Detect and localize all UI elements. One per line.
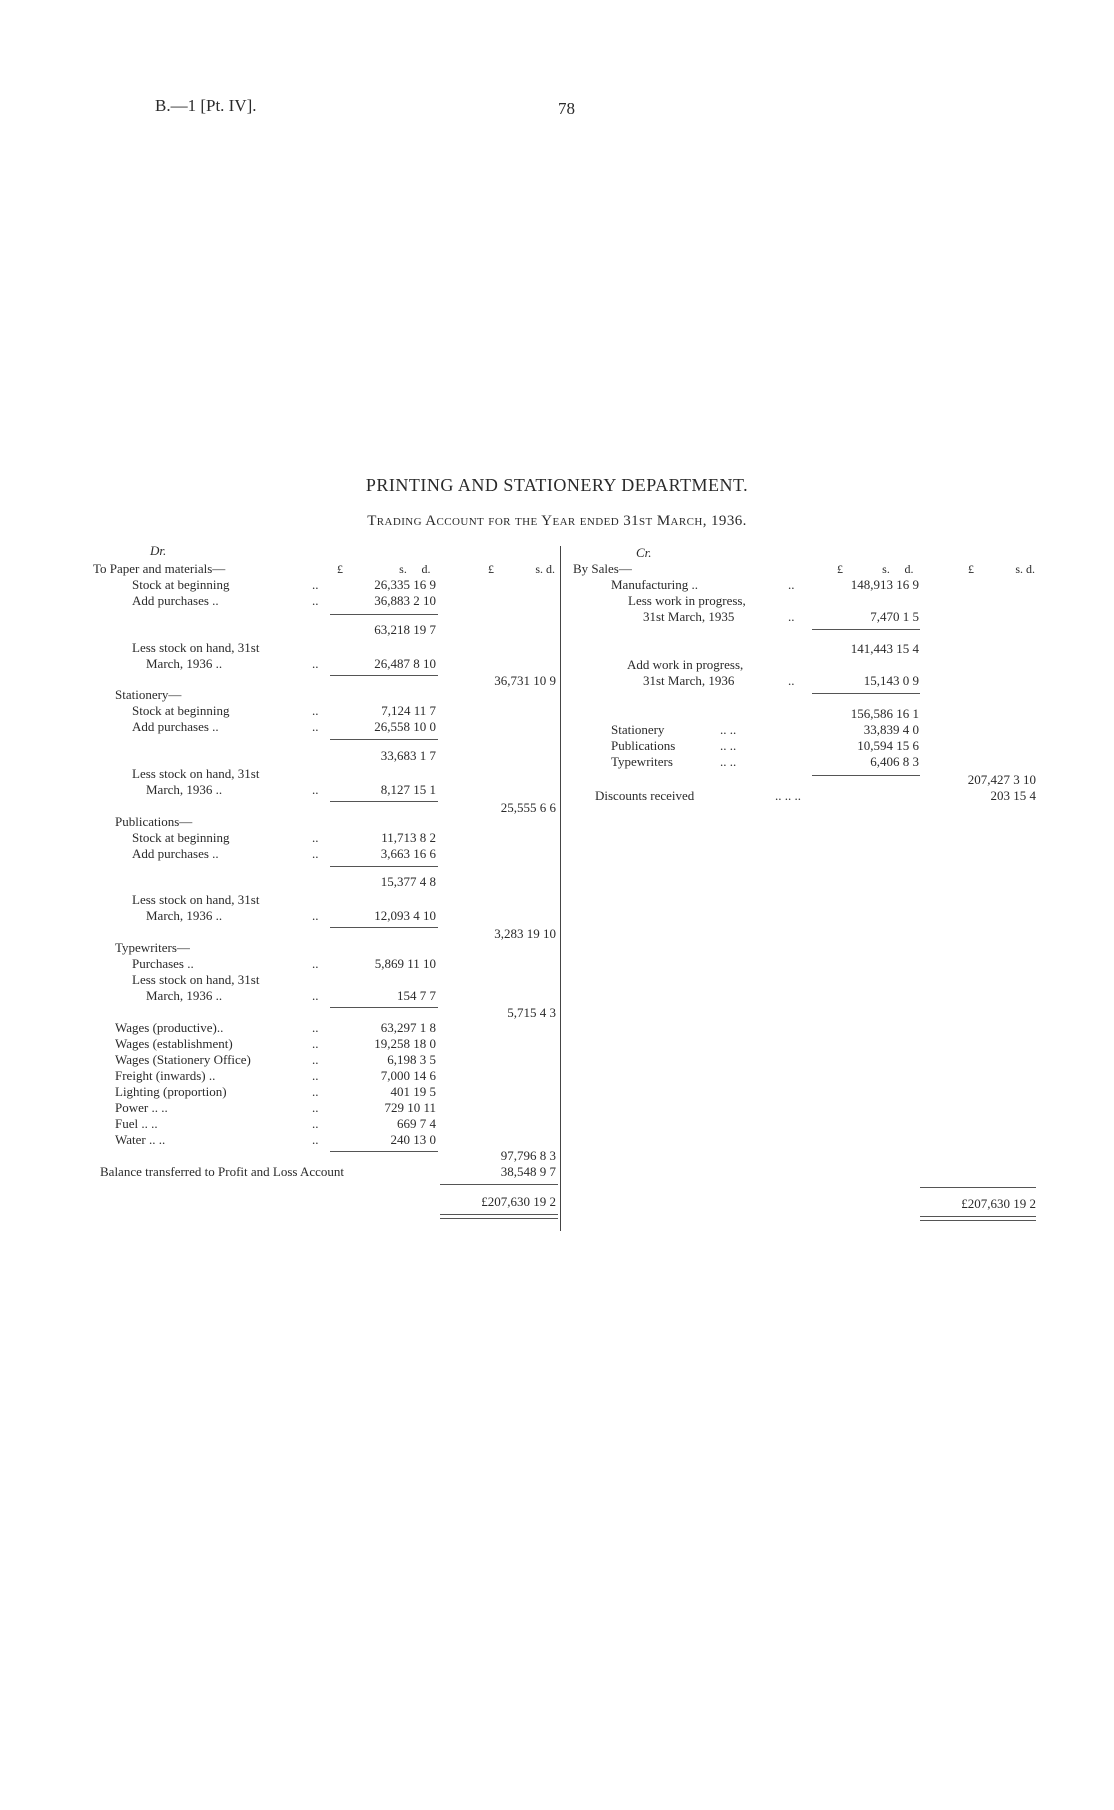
- dr-stationery-add-dots: ..: [312, 719, 319, 734]
- dr-typewriters-less-dots: ..: [312, 988, 319, 1003]
- cr-sales-total: 207,427 3 10: [967, 772, 1036, 787]
- cr-less-wip-dots: ..: [788, 609, 795, 624]
- dr-paper-add-dots: ..: [312, 593, 319, 608]
- expense-dots: ..: [312, 1100, 319, 1115]
- expense-amount: 63,297 1 8: [380, 1020, 436, 1035]
- cr-heading: Cr.: [636, 545, 652, 560]
- dr-publications-add-dots: ..: [312, 846, 319, 861]
- dr-paper-rule2: [330, 675, 438, 676]
- expense-dots: ..: [312, 1116, 319, 1131]
- cr-discounts-amount: 203 15 4: [990, 788, 1036, 803]
- cr-total-rule: [920, 1187, 1036, 1188]
- dr-col-pound: £: [337, 562, 343, 576]
- expense-label: Water .. ..: [115, 1132, 166, 1147]
- cr-rule-2: [812, 693, 920, 694]
- cr-publications-amount: 10,594 15 6: [857, 738, 919, 753]
- cr-publications-dots: .. ..: [720, 738, 737, 753]
- dr-publications-add-amount: 3,663 16 6: [380, 846, 436, 861]
- dr-publications-less-label2: March, 1936 ..: [146, 908, 223, 923]
- dr-paper-total: 36,731 10 9: [494, 673, 556, 688]
- cr-manufacturing-dots: ..: [788, 577, 795, 592]
- dr-typewriters-less-label: Less stock on hand, 31st: [132, 972, 260, 987]
- cr-by-sales: By Sales—: [573, 561, 632, 576]
- dr-publications-less-dots: ..: [312, 908, 319, 923]
- dr-grand-total: £207,630 19 2: [481, 1194, 556, 1209]
- dr-stationery-less-amount: 8,127 15 1: [380, 782, 436, 797]
- dr-publications-stock-amount: 11,713 8 2: [381, 830, 436, 845]
- dr-col-pound2: £: [488, 562, 494, 576]
- dr-typewriters-label: Typewriters—: [115, 940, 190, 955]
- dr-total-rule: [440, 1184, 558, 1185]
- dr-stationery-rule2: [330, 801, 438, 802]
- document-title: PRINTING AND STATIONERY DEPARTMENT.: [365, 475, 749, 495]
- cr-less-wip-label2: 31st March, 1935: [643, 609, 735, 624]
- dr-stationery-less-dots: ..: [312, 782, 319, 797]
- dr-typewriters-purchases-label: Purchases ..: [132, 956, 194, 971]
- dr-stationery-stock-label: Stock at beginning: [132, 703, 230, 718]
- cr-typewriters-amount: 6,406 8 3: [870, 754, 919, 769]
- cr-add-wip-amount: 15,143 0 9: [863, 673, 919, 688]
- dr-publications-less-amount: 12,093 4 10: [374, 908, 436, 923]
- dr-paper-stock-dots: ..: [312, 577, 319, 592]
- expense-amount: 401 19 5: [390, 1084, 436, 1099]
- dr-typewriters-rule: [330, 1007, 438, 1008]
- dr-paper-less-dots: ..: [312, 656, 319, 671]
- expense-amount: 6,198 3 5: [387, 1052, 436, 1067]
- dr-publications-total: 3,283 19 10: [494, 926, 556, 941]
- cr-rule-3: [812, 775, 920, 776]
- dr-col-sd2: s. d.: [535, 562, 555, 576]
- balance-label: Balance transferred to Profit and Loss Account: [100, 1164, 345, 1179]
- dr-typewriters-purchases-amount: 5,869 11 10: [374, 956, 436, 971]
- cr-rule-1: [812, 629, 920, 630]
- balance-amount: 38,548 9 7: [500, 1164, 556, 1179]
- dr-publications-stock-label: Stock at beginning: [132, 830, 230, 845]
- expense-dots: ..: [312, 1036, 319, 1051]
- expense-amount: 669 7 4: [397, 1116, 436, 1131]
- cr-stationery-amount: 33,839 4 0: [863, 722, 919, 737]
- dr-paper-less-label: Less stock on hand, 31st: [132, 640, 260, 655]
- cr-less-wip-label: Less work in progress,: [628, 593, 746, 608]
- cr-stationery-label: Stationery: [611, 722, 665, 737]
- cr-discounts-dots: .. .. ..: [775, 788, 801, 803]
- expense-amount: 19,258 18 0: [374, 1036, 436, 1051]
- dr-paper-add-label: Add purchases ..: [132, 593, 219, 608]
- dr-paper-less-label2: March, 1936 ..: [146, 656, 223, 671]
- dr-paper-subtotal: 63,218 19 7: [374, 622, 436, 637]
- cr-publications-label: Publications: [611, 738, 676, 753]
- dr-expenses-rule: [330, 1151, 438, 1152]
- dr-stationery-add-label: Add purchases ..: [132, 719, 219, 734]
- expense-amount: 729 10 11: [384, 1100, 436, 1115]
- dr-expenses-total: 97,796 8 3: [500, 1148, 556, 1163]
- dr-publications-stock-dots: ..: [312, 830, 319, 845]
- dr-paper-rule: [330, 614, 438, 615]
- expense-dots: ..: [312, 1068, 319, 1083]
- dr-publications-label: Publications—: [115, 814, 193, 829]
- dr-stationery-add-amount: 26,558 10 0: [374, 719, 436, 734]
- dr-stationery-stock-dots: ..: [312, 703, 319, 718]
- dr-stationery-less-label: Less stock on hand, 31st: [132, 766, 260, 781]
- cr-col-sd2: s. d.: [1015, 562, 1035, 576]
- cr-discounts-label: Discounts received: [595, 788, 695, 803]
- dr-publications-less-label: Less stock on hand, 31st: [132, 892, 260, 907]
- expense-amount: 240 13 0: [390, 1132, 436, 1147]
- dr-stationery-label: Stationery—: [115, 687, 182, 702]
- expense-label: Wages (establishment): [115, 1036, 233, 1051]
- dr-publications-subtotal: 15,377 4 8: [380, 874, 436, 889]
- dr-stationery-stock-amount: 7,124 11 7: [381, 703, 436, 718]
- dr-heading: Dr.: [150, 543, 167, 558]
- cr-add-wip-label: Add work in progress,: [627, 657, 744, 672]
- dr-publications-add-label: Add purchases ..: [132, 846, 219, 861]
- dr-stationery-subtotal: 33,683 1 7: [380, 748, 436, 763]
- dr-typewriters-total: 5,715 4 3: [507, 1005, 556, 1020]
- cr-double-rule: [920, 1216, 1036, 1221]
- cr-subtotal-2: 156,586 16 1: [850, 706, 919, 721]
- cr-manufacturing-label: Manufacturing ..: [611, 577, 699, 592]
- cr-add-wip-dots: ..: [788, 673, 795, 688]
- expense-label: Freight (inwards) ..: [115, 1068, 216, 1083]
- dr-paper-add-amount: 36,883 2 10: [374, 593, 436, 608]
- dr-double-rule: [440, 1214, 558, 1219]
- page-reference: B.—1 [Pt. IV].: [155, 96, 257, 115]
- dr-typewriters-purchases-dots: ..: [312, 956, 319, 971]
- expense-amount: 7,000 14 6: [380, 1068, 436, 1083]
- cr-stationery-dots: .. ..: [720, 722, 737, 737]
- cr-less-wip-amount: 7,470 1 5: [870, 609, 919, 624]
- cr-typewriters-dots: .. ..: [720, 754, 737, 769]
- dr-paper-stock-label: Stock at beginning: [132, 577, 230, 592]
- cr-col-pound2: £: [968, 562, 974, 576]
- cr-col-pence: d.: [904, 562, 914, 576]
- cr-typewriters-label: Typewriters: [611, 754, 673, 769]
- page-number: 78: [558, 99, 575, 118]
- dr-paper-stock-amount: 26,335 16 9: [374, 577, 436, 592]
- cr-add-wip-label2: 31st March, 1936: [643, 673, 735, 688]
- dr-publications-rule: [330, 866, 438, 867]
- dr-typewriters-less-label2: March, 1936 ..: [146, 988, 223, 1003]
- document-subtitle: Trading Account for the Year ended 31st March, 1936.: [367, 513, 747, 529]
- dr-stationery-rule: [330, 739, 438, 740]
- expense-dots: ..: [312, 1132, 319, 1147]
- cr-grand-total: £207,630 19 2: [961, 1196, 1036, 1211]
- dr-stationery-less-label2: March, 1936 ..: [146, 782, 223, 797]
- dr-paper-label: To Paper and materials—: [93, 561, 226, 576]
- expense-label: Lighting (proportion): [115, 1084, 227, 1099]
- expense-dots: ..: [312, 1020, 319, 1035]
- expense-label: Wages (productive)..: [115, 1020, 224, 1035]
- dr-col-pence: d.: [421, 562, 431, 576]
- dr-paper-less-amount: 26,487 8 10: [374, 656, 436, 671]
- dr-col-shilling: s.: [399, 562, 407, 576]
- cr-col-pound: £: [837, 562, 843, 576]
- center-divider: [560, 546, 561, 1231]
- expense-label: Wages (Stationery Office): [115, 1052, 251, 1067]
- cr-subtotal-1: 141,443 15 4: [850, 641, 919, 656]
- expense-label: Power .. ..: [115, 1100, 168, 1115]
- cr-manufacturing-amount: 148,913 16 9: [850, 577, 919, 592]
- dr-typewriters-less-amount: 154 7 7: [397, 988, 436, 1003]
- expense-dots: ..: [312, 1084, 319, 1099]
- expense-dots: ..: [312, 1052, 319, 1067]
- cr-col-shilling: s.: [882, 562, 890, 576]
- dr-stationery-total: 25,555 6 6: [500, 800, 556, 815]
- dr-publications-rule2: [330, 927, 438, 928]
- expense-label: Fuel .. ..: [115, 1116, 158, 1131]
